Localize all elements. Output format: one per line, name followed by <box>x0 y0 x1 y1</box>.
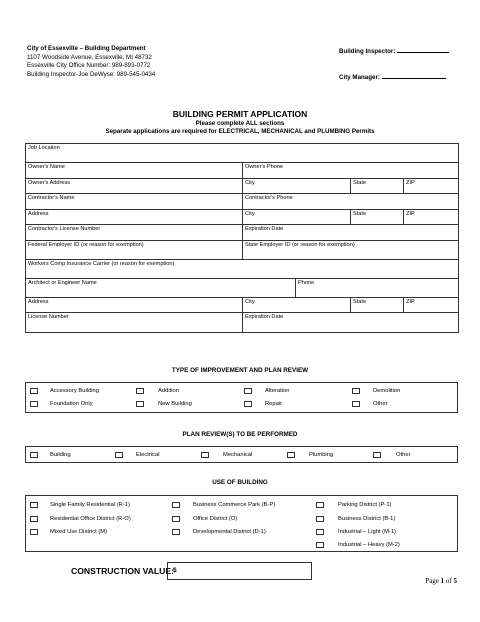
expiration-date-label: Expiration Date <box>245 226 284 232</box>
checkbox-review-mechanical[interactable] <box>201 452 209 458</box>
address-label: Address <box>28 298 49 305</box>
office-phone: Essexville City Office Number: 989-893-0772 <box>27 62 151 69</box>
architect-phone-field[interactable] <box>296 278 459 297</box>
page-number <box>425 577 457 585</box>
label-review-plumbing: Plumbing <box>309 452 334 458</box>
currency-symbol: $ <box>173 567 177 574</box>
architect-zip-field[interactable] <box>404 297 459 313</box>
architect-state-field[interactable] <box>351 297 404 313</box>
checkbox-m1[interactable] <box>316 529 324 535</box>
owners-phone-field[interactable] <box>243 163 459 179</box>
contractor-state-field[interactable] <box>351 209 404 225</box>
use-heading: USE OF BUILDING <box>212 479 268 486</box>
label-new-building: New Building <box>158 401 192 407</box>
state-label: State <box>353 179 367 186</box>
checkbox-alteration[interactable] <box>244 388 252 394</box>
label-m1: Industrial – Light (M-1) <box>338 529 396 535</box>
checkbox-review-building[interactable] <box>30 452 38 458</box>
checkbox-addition[interactable] <box>136 388 144 394</box>
inspector-phone: Building Inspector-Joe DeWyse: 989-545-0434 <box>27 70 156 78</box>
city-label: City <box>245 298 255 305</box>
license-number-label: License Number <box>28 314 69 320</box>
page-prefix: Page <box>425 577 439 585</box>
contractors-name-label: Contractor's Name <box>28 195 75 201</box>
workers-comp-label: Workers Comp Insurance Carrier (or reason for exemption) <box>28 260 175 267</box>
expiration-date-label: Expiration Date <box>245 314 284 320</box>
contractor-city-field[interactable] <box>243 209 351 225</box>
inspector-signature-line <box>339 45 449 57</box>
label-d1: Developmental District (D-1) <box>193 529 266 535</box>
form-notice: Separate applications are required for ELECTRICAL, MECHANICAL and PLUMBING Permits <box>105 128 375 135</box>
contractors-phone-field[interactable] <box>243 194 459 210</box>
page-current: 1 <box>440 577 445 585</box>
zip-label: ZIP <box>406 179 415 186</box>
contractors-license-label: Contractor's License Number <box>28 226 101 232</box>
checkbox-m[interactable] <box>30 529 38 535</box>
page-of: of <box>445 577 452 585</box>
job-location-label: Job Location <box>28 145 60 151</box>
owners-state-field[interactable] <box>351 178 404 194</box>
label-review-building: Building <box>50 452 71 458</box>
checkbox-m2[interactable] <box>316 542 324 548</box>
zip-label: ZIP <box>406 298 415 305</box>
label-m2: Industrial – Heavy (M-2) <box>338 542 400 548</box>
label-review-other: Other <box>396 452 411 458</box>
plan-review-heading: PLAN REVIEW(S) TO BE PERFORMED <box>182 431 298 438</box>
label-m: Mixed Use District (M) <box>50 529 108 535</box>
label-b1: Business District (B-1) <box>338 516 396 522</box>
label-repair: Repair <box>265 401 283 407</box>
checkbox-accessory-building[interactable] <box>30 388 38 394</box>
city-label: City <box>245 179 255 186</box>
permit-info-table <box>25 143 459 333</box>
label-other-improvement: Other <box>373 401 388 407</box>
architect-expiration-field[interactable] <box>243 313 459 333</box>
plan-review-section <box>25 446 458 463</box>
contractors-phone-label: Contractor's Phone <box>245 195 293 201</box>
contractor-zip-field[interactable] <box>404 209 459 225</box>
page-total: 5 <box>453 577 457 585</box>
manager-label: City Manager: <box>339 74 380 81</box>
checkbox-review-other[interactable] <box>373 452 381 458</box>
license-number-field[interactable] <box>26 313 243 333</box>
improvement-section <box>25 382 458 413</box>
checkbox-new-building[interactable] <box>136 401 144 407</box>
inspector-label: Building Inspector: <box>339 48 396 55</box>
form-title: BUILDING PERMIT APPLICATION <box>172 109 308 119</box>
department-name: City of Essexville – Building Department <box>27 45 146 52</box>
construction-value-label: CONSTRUCTION VALUE: <box>71 566 174 576</box>
federal-id-label: Federal Employer ID (or reason for exemption) <box>28 241 144 248</box>
contractor-address-field[interactable] <box>26 209 243 225</box>
contractors-name-field[interactable] <box>26 194 243 210</box>
zip-label: ZIP <box>406 210 415 217</box>
checkbox-bp[interactable] <box>172 502 180 508</box>
label-p1: Parking District (P-1) <box>338 502 392 508</box>
department-header <box>27 45 155 79</box>
label-addition: Addition <box>158 388 179 394</box>
form-subtitle: Please complete ALL sections <box>195 120 285 127</box>
contractor-expiration-field[interactable] <box>243 225 459 241</box>
job-location-field[interactable] <box>26 144 459 163</box>
checkbox-repair[interactable] <box>244 401 252 407</box>
architect-city-field[interactable] <box>243 297 351 313</box>
checkbox-review-plumbing[interactable] <box>287 452 295 458</box>
checkbox-review-electrical[interactable] <box>115 452 123 458</box>
federal-id-field[interactable] <box>26 240 243 259</box>
owners-city-field[interactable] <box>243 178 351 194</box>
owners-phone-label: Owner's Phone <box>245 164 284 170</box>
label-review-electrical: Electrical <box>136 452 160 458</box>
improvement-heading: TYPE OF IMPROVEMENT AND PLAN REVIEW <box>171 367 309 374</box>
owners-address-label: Owner's Address <box>28 179 71 186</box>
workers-comp-field[interactable] <box>26 259 459 278</box>
owners-zip-field[interactable] <box>404 178 459 194</box>
label-review-mechanical: Mechanical <box>223 452 253 458</box>
checkbox-d1[interactable] <box>172 529 180 535</box>
address-label: Address <box>28 210 49 217</box>
owners-name-label: Owner's Name <box>28 164 65 170</box>
state-label: State <box>353 210 367 217</box>
architect-address-field[interactable] <box>26 297 243 313</box>
checkbox-p1[interactable] <box>316 502 324 508</box>
checkbox-ro[interactable] <box>30 516 38 522</box>
label-o: Office District (O) <box>193 516 238 522</box>
label-demolition: Demolition <box>373 388 401 394</box>
label-ro: Residential Office District (R-O) <box>50 516 131 522</box>
checkbox-r1[interactable] <box>30 502 38 508</box>
label-foundation-only: Foundation Only <box>50 401 93 407</box>
inspector-blank[interactable] <box>397 45 449 53</box>
checkbox-o[interactable] <box>172 516 180 522</box>
state-id-label: State Employer ID (or reason for exemption) <box>245 241 355 248</box>
label-alteration: Alteration <box>265 388 290 394</box>
state-id-field[interactable] <box>243 240 459 259</box>
manager-blank[interactable] <box>382 71 446 79</box>
checkbox-demolition[interactable] <box>352 388 360 394</box>
checkbox-b1[interactable] <box>316 516 324 522</box>
use-section <box>25 495 458 552</box>
architect-name-field[interactable] <box>26 278 296 297</box>
city-label: City <box>245 210 255 217</box>
state-label: State <box>353 298 367 305</box>
manager-signature-line <box>339 71 446 83</box>
owners-name-field[interactable] <box>26 163 243 179</box>
label-bp: Business Commerce Park (B-P) <box>193 502 276 508</box>
construction-value-field[interactable] <box>167 562 312 580</box>
architect-label: Architect or Engineer Name <box>28 279 97 286</box>
label-r1: Single Family Residential (R-1) <box>50 502 130 508</box>
phone-label: Phone <box>298 279 315 286</box>
department-address: 1107 Woodside Avenue, Essexville, MI 48732 <box>27 53 152 61</box>
owners-address-field[interactable] <box>26 178 243 194</box>
label-accessory-building: Accessory Building <box>50 388 99 394</box>
checkbox-other-improvement[interactable] <box>352 401 360 407</box>
checkbox-foundation-only[interactable] <box>30 401 38 407</box>
contractors-license-field[interactable] <box>26 225 243 241</box>
